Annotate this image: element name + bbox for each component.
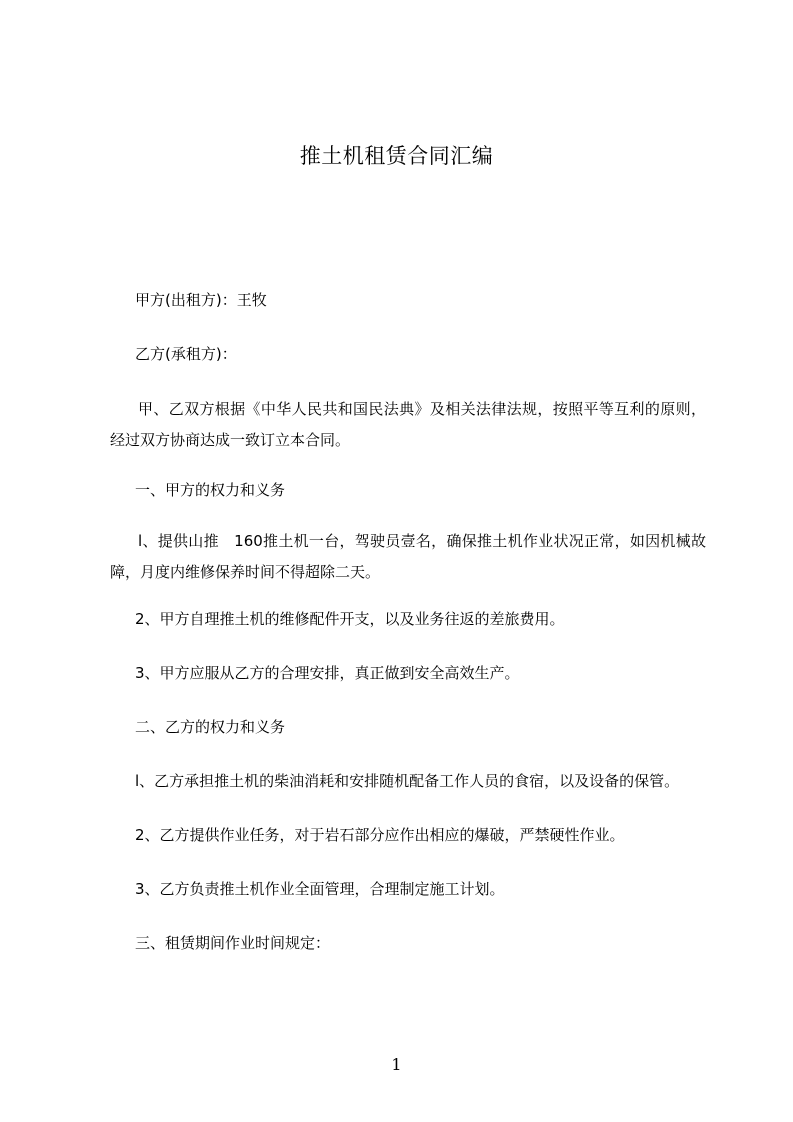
section1-item1: l、提供山推 160推土机一台，驾驶员壹名，确保推土机作业状况正常，如因机械故障，月度内维修保养时间不得超除二天。: [110, 532, 706, 581]
section2-heading: 二、乙方的权力和义务: [135, 718, 286, 736]
section3-heading: 三、租赁期间作业时间规定：: [135, 934, 331, 952]
preamble-paragraph: 甲、乙双方根据《中华人民共和国民法典》及相关法律法规，按照平等互利的原则，经过双方协商达成一致订立本合同。: [110, 400, 706, 449]
document-title: 推土机租赁合同汇编: [299, 144, 494, 168]
section2-item1: l、乙方承担推土机的柴油消耗和安排随机配备工作人员的食宿，以及设备的保管。: [135, 772, 680, 790]
party-b-line: 乙方(承租方)：: [135, 345, 237, 363]
section1-item3: 3、甲方应服从乙方的合理安排，真正做到安全高效生产。: [135, 664, 520, 682]
section2-item3: 3、乙方负责推土机作业全面管理，合理制定施工计划。: [135, 880, 505, 898]
section1-item2: 2、甲方自理推土机的维修配件开支，以及业务往返的差旅费用。: [135, 610, 565, 628]
page-number: 1: [391, 1055, 402, 1074]
party-a-line: 甲方(出租方)：王牧: [135, 291, 267, 309]
section1-heading: 一、甲方的权力和义务: [135, 481, 286, 499]
section2-item2: 2、乙方提供作业任务，对于岩石部分应作出相应的爆破，严禁硬性作业。: [135, 826, 625, 844]
